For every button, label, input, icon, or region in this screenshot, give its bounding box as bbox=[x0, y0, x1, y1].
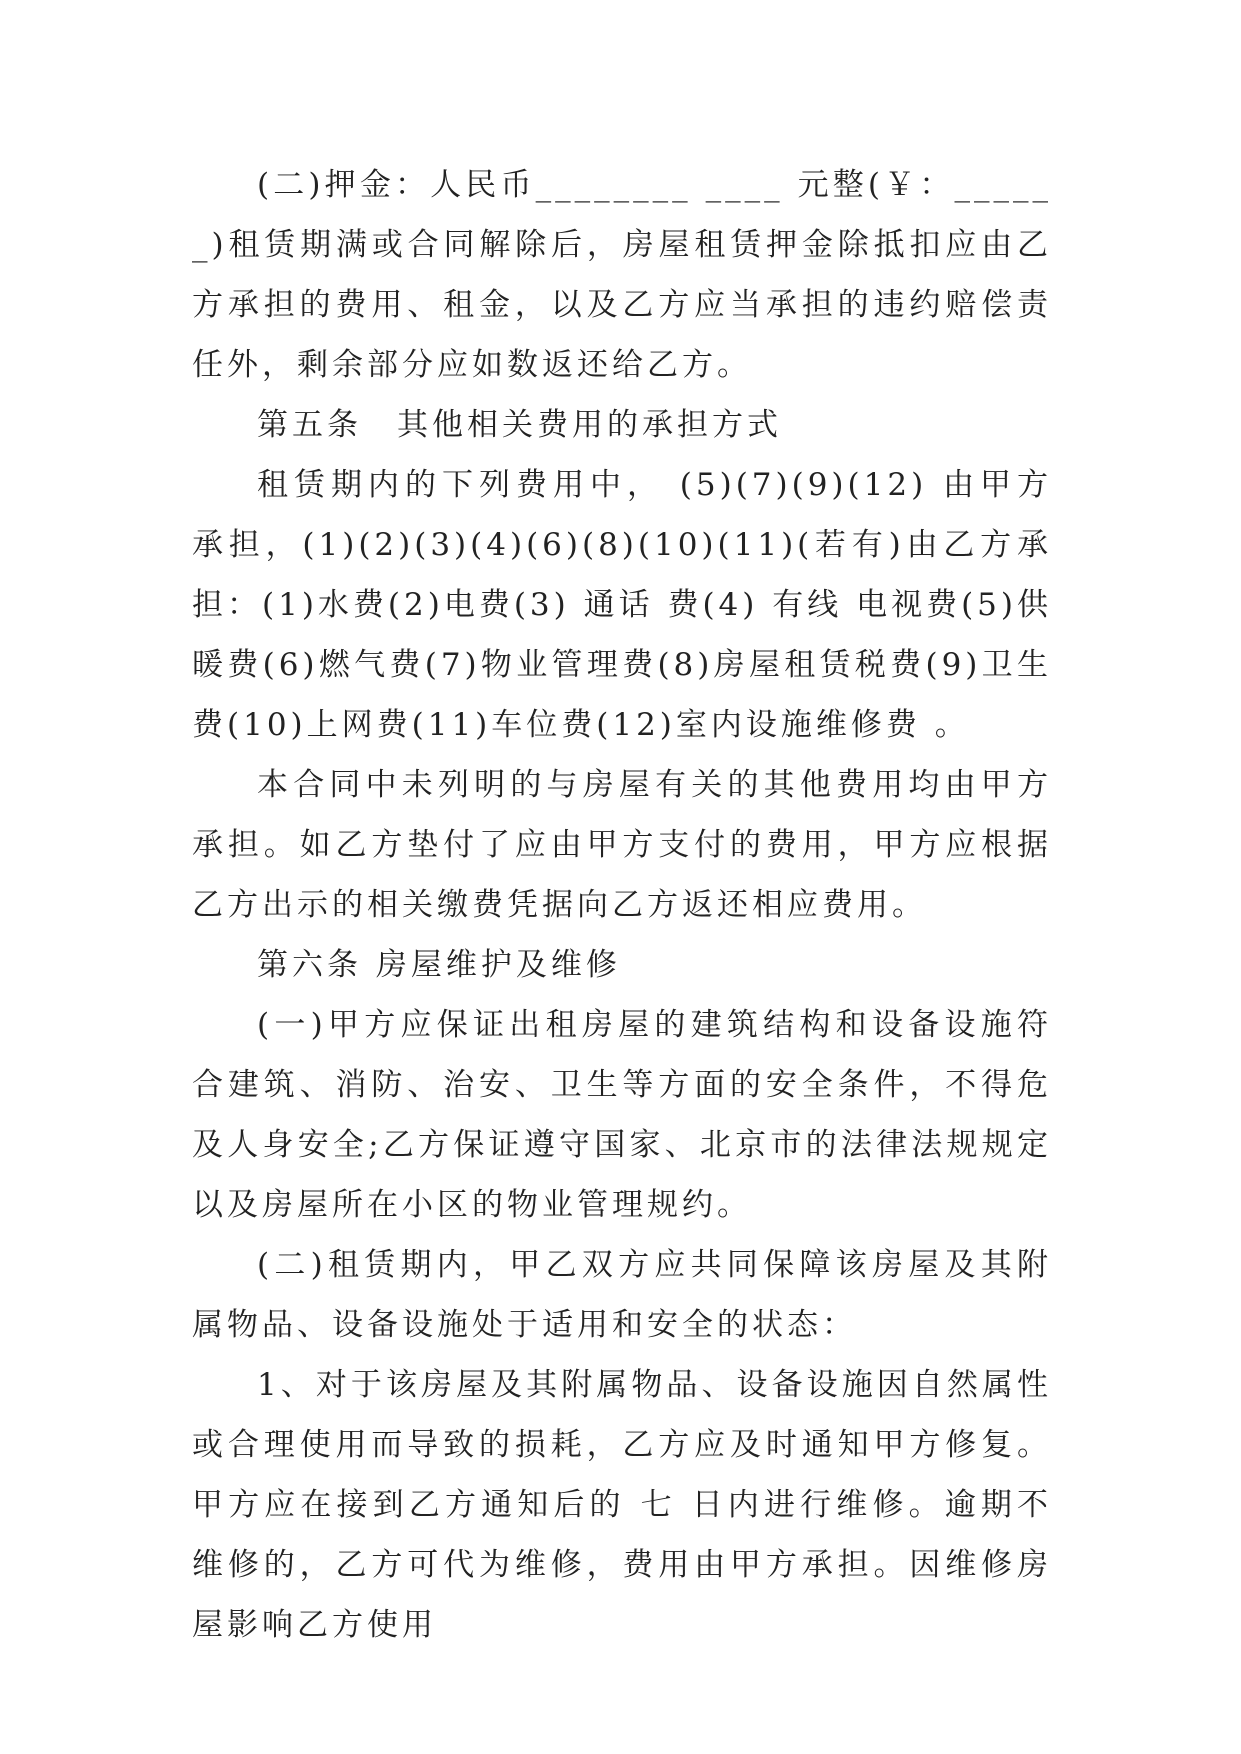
other-fees-paragraph: 本合同中未列明的与房屋有关的其他费用均由甲方承担。如乙方垫付了应由甲方支付的费用，甲方应根据乙方出示的相关缴费凭据向乙方返还相应费用。 bbox=[192, 767, 1052, 923]
deposit-paragraph: (二)押金：人民币________ ____ 元整(￥：______)租赁期满或合同解除后，房屋租赁押金除抵扣应由乙方承担的费用、租金，以及乙方应当承担的违约赔偿责任外，剩余部分应如数返还给乙方。 bbox=[192, 167, 1052, 383]
safety-obligation-paragraph: (一)甲方应保证出租房屋的建筑结构和设备设施符合建筑、消防、治安、卫生等方面的安全条件，不得危及人身安全;乙方保证遵守国家、北京市的法律法规规定以及房屋所在小区的物业管理规约。 bbox=[192, 1007, 1052, 1223]
repair-clause-paragraph: 1、对于该房屋及其附属物品、设备设施因自然属性或合理使用而导致的损耗，乙方应及时通知甲方修复。甲方应在接到乙方通知后的 七 日内进行维修。逾期不维修的，乙方可代为维修，费用由甲方承担。因维修房屋影响乙方使用 bbox=[192, 1367, 1052, 1643]
document-body bbox=[192, 155, 1052, 1655]
joint-maintenance-paragraph: (二)租赁期内，甲乙双方应共同保障该房屋及其附属物品、设备设施处于适用和安全的状态： bbox=[192, 1247, 1052, 1343]
fee-allocation-paragraph: 租赁期内的下列费用中， (5)(7)(9)(12) 由甲方承担，(1)(2)(3)(4)(6)(8)(10)(11)(若有)由乙方承担：(1)水费(2)电费(3) 通话 费(4) 有线 电视费(5)供暖费(6)燃气费(7)物业管理费(8)房屋租赁税费(9)卫生费(10)上网费(11)车位费(12)室内设施维修费 。 bbox=[192, 467, 1052, 743]
article-6-heading: 第六条 房屋维护及维修 bbox=[257, 947, 621, 983]
article-5-heading: 第五条 其他相关费用的承担方式 bbox=[257, 407, 782, 443]
